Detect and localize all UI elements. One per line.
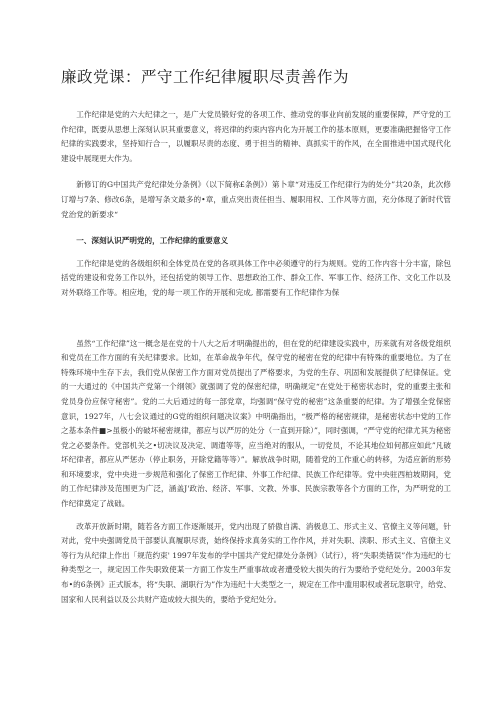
paragraph-history: 虽然“工作纪律”这一概念是在党的十八大之后才明确提出的，但在党的纪律建设实践中，历来就有对各级党组织和党员在工作方面的有关纪律要求。比如，在革命战争年代，保守党的秘密在党的纪律中有特殊的重要地位。为了在特殊环境中生存下去，我们党从保密工作方面对党员提出了严格要求，为党的生存、巩固和发展提供了纪律保证。党的一大通过的《中国共产党第一个纲领》就强调了党的保密纪律，明确规定“在党处于秘密状态时，党的重要主张和党员身份应保守秘密”。党的二大后通过的每一部党章，均强调“保守党的秘密”这条重要的纪律。为了增强全党保密意识，1927年，八七会议通过的G党的组织问题决议案》中明确指出，“极严格的秘密规律，是秘密状态中党的工作之基本条件■>虽极小的破坏秘密规律，都应与以严厉的处分（一直到开除）”，同时强调，“严守党的纪律尤其为秘密党之必要条件。党部机关之•切决议及决定、调遣等等，应当绝对的服从，一切党员，不论其地位如何都应如此”凡破坏纪律者，都应从严惩办（停止职务，开除党籍等等）”。解放战争时期，随着党的工作重心的转移，为适应新的形势和环境要求，党中央进一步规范和强化了保密工作纪律、外事工作纪律、民族工作纪律等。党中央驻西柏坡期间，党的工作纪律涉及范围更为广泛，涵盖J'政治、经济、军事、文教、外事、民族宗教等各个方面的工作，为严明党的工作纪律奠定了战础。 — [61, 338, 451, 509]
section-heading-1: 一、深刻认识严明党的，工作纪律的重要意义 — [76, 236, 229, 246]
paragraph-definition: 工作纪律是党的各级组织和全体党员在党的各项具体工作中必须遵守的行为规则。党的工作内容十分丰富，除包括党的建设和党务工作以外，还包括党的领导工作、思想政治工作、群众工作、军事工作、经济工作、文化工作以及对外联络工作等。相应地，党的每一项工作的开展和完成, 都需要有工作纪律作为保 — [61, 258, 451, 297]
paragraph-intro: 工作纪律是党的六大纪律之一，是广大党员锻好党的各项工作、推动党的事业向前发展的重要保障，严守党的工作纪律，既要从思想上深刻认识其重要意义，将迟律的约束内容内化为开展工作的基本原则，更要准确把握恪守工作纪律的实践要求，坚持知行合一，以履职尽责的态度、勇于担当的精神、真抓实干的作风，在全面推进中国式现代化建设中展现更大作为。 — [61, 110, 451, 163]
paragraph-reform-era: 改革开放新时期，随若各方面工作逐渐展开，党内出现了骄傲自满、消极息工、形式主义、官僚主义等问题，针对此，党中央强调党员干部要认真履职尽责，始终保持求真务实的工作作风，并对失职、渎职、形式主义、官僚主义等行为从纪律上作出「规范约束' 1997年发布的学中国共产党纪律处分条例》（试行），将“失职类错误”作为违纪的七种类型之一，规定因工作失职致使某一方面工作发生严重事故或者遭受较大损失的行为要给予党纪处分。2003年发布•的6条例》正式版本，将“失职、湖职行为”作为违纪十大类型之一，规定在工作中滥用职权或者玩忽职守，给党、国家和人民利益以及公共财产造成较大损失的，要给予党纪处分。 — [61, 521, 451, 604]
document-title: 廉政党课：严守工作纪律履职尽责善作为 — [61, 68, 350, 86]
paragraph-regulation: 新修订的G中国共产党纪律处分条例》（以下简称£条例》）第卜章“对违反工作纪律行为的处分”共20条，此次修订增与7条、修改6条，是增写条文最多的•章，重点突出责任担当、履职用权、工作风等方面，充分体现了新时代管党治党的新要求“ — [61, 180, 451, 219]
